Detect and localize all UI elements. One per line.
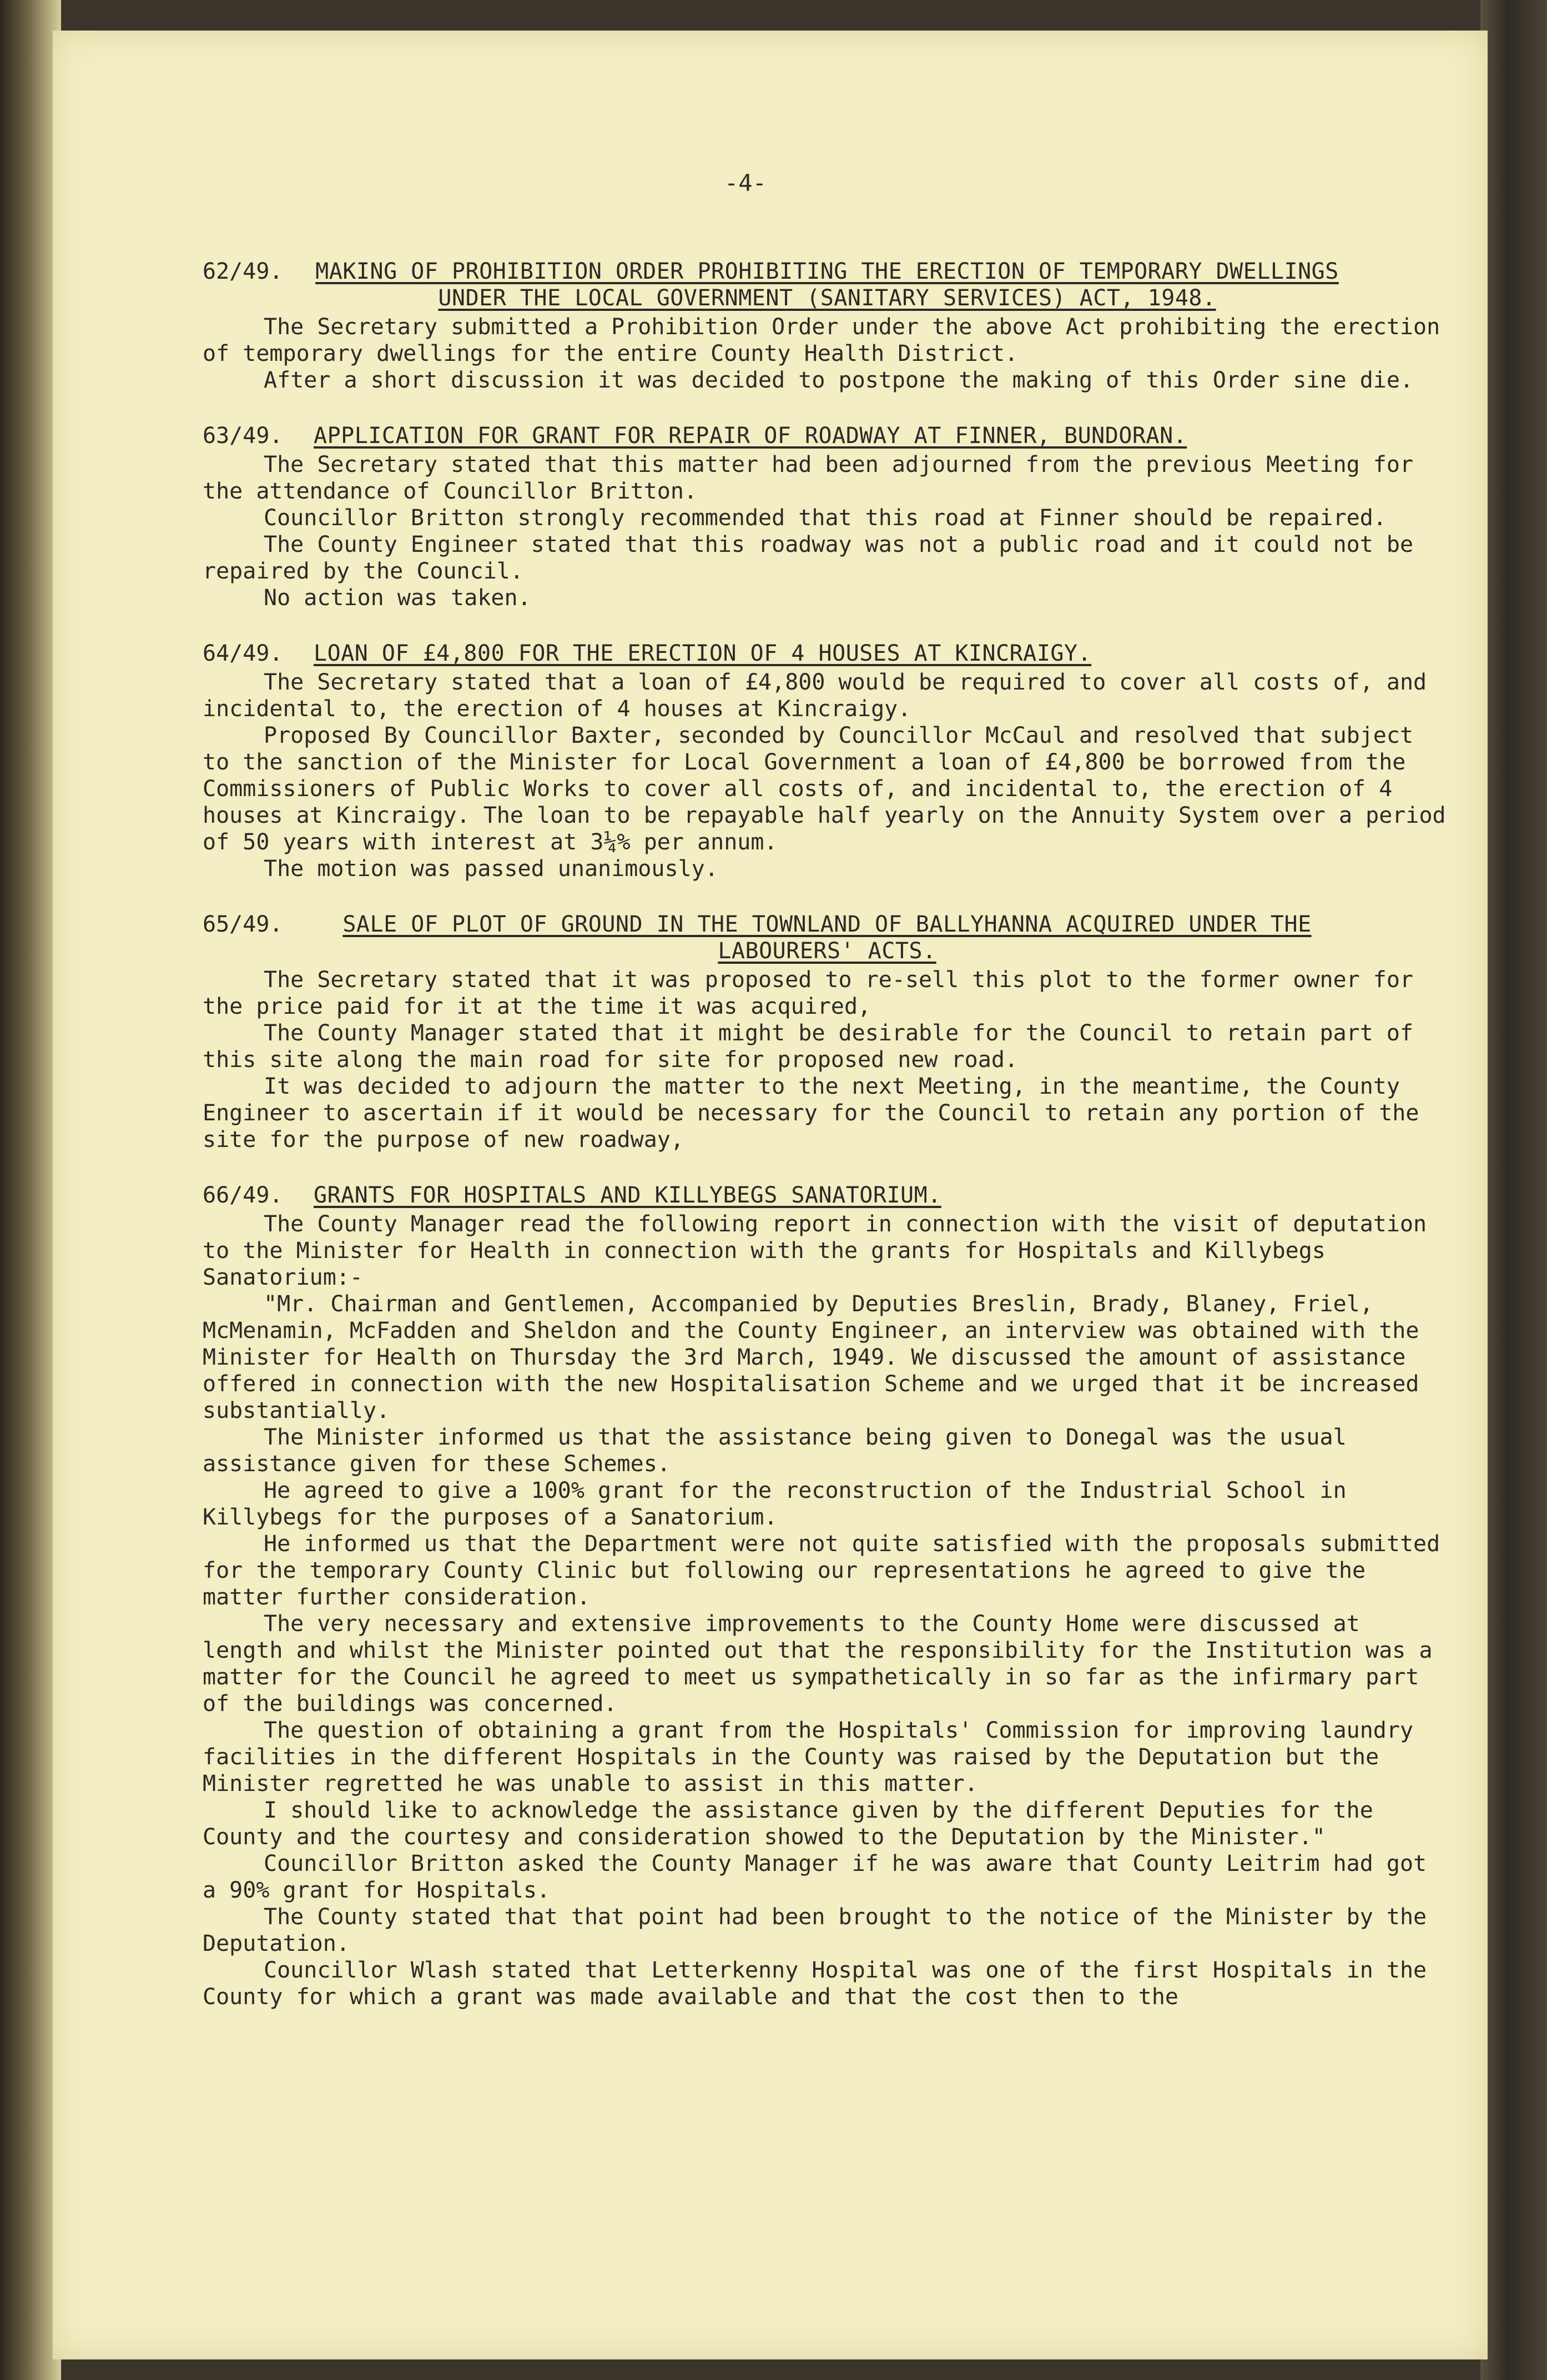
document-page: [53, 31, 1488, 2359]
paragraph: It was decided to adjourn the matter to the next Meeting, in the meantime, the County Engineer to ascertain if it would be necessary for the Council to retain any portion of the site for the purpose of new roadway,: [203, 1074, 1433, 1153]
minute-number: 62/49.: [203, 259, 283, 284]
paragraph: He informed us that the Department were not quite satisfied with the proposals submitted for the temporary County Clinic but following our representations he agreed to give the matter further consideration.: [203, 1531, 1454, 1610]
paragraph: The Secretary stated that a loan of £4,800 would be required to cover all costs of, and incidental to, the erection of 4 houses at Kincraigy.: [203, 670, 1440, 722]
paragraph: He agreed to give a 100% grant for the reconstruction of the Industrial School in Killybegs for the purposes of a Sanatorium.: [203, 1478, 1360, 1530]
minute-item-63: [203, 422, 1452, 611]
book-binding-edge: [1480, 0, 1547, 2380]
paragraph: The Secretary stated that this matter had been adjourned from the previous Meeting for the attendance of Councillor Britton.: [203, 452, 1427, 504]
minute-item-62: [203, 258, 1452, 394]
paragraph: Councillor Wlash stated that Letterkenny Hospital was one of the first Hospitals in the County for which a grant was made available and that the cost then to the: [203, 1958, 1440, 2010]
minute-title: APPLICATION FOR GRANT FOR REPAIR OF ROADWAY AT FINNER, BUNDORAN.: [314, 423, 1187, 449]
paragraph: The motion was passed unanimously.: [264, 856, 718, 882]
paragraph: "Mr. Chairman and Gentlemen, Accompanied by Deputies Breslin, Brady, Blaney, Friel, McMenamin, McFadden and Sheldon and the County Engineer, an interview was obtained with the Minister for Health on Thursday the 3rd March, 1949. We discussed the amount of assistance offered in connection with the new Hospitalisation Scheme and we urged that it be increased substantially.: [203, 1291, 1433, 1423]
paragraph: The very necessary and extensive improvements to the County Home were discussed at length and whilst the Minister pointed out that the responsibility for the Institution was a matter for the Council he agreed to meet us sympathetically in so far as the infirmary part of the buildings was concerned.: [203, 1611, 1446, 1717]
minute-heading: [203, 422, 1452, 449]
paragraph: Proposed By Councillor Baxter, seconded by Councillor McCaul and resolved that subject to the sanction of the Minister for Local Government a loan of £4,800 be borrowed from the Commissioners of Public Works to cover all costs of, and incidental to, the erection of 4 houses at Kincraigy. The loan to be repayable half yearly on the Annuity System over a period of 50 years with interest at 3¼% per annum.: [203, 723, 1459, 855]
minute-heading: [203, 258, 1452, 311]
minute-title: LOAN OF £4,800 FOR THE ERECTION OF 4 HOUSES AT KINCRAIGY.: [314, 641, 1092, 666]
minute-title: SALE OF PLOT OF GROUND IN THE TOWNLAND OF BALLYHANNA ACQUIRED UNDER THE LABOURERS' ACTS.: [342, 912, 1312, 964]
minute-item-64: [203, 640, 1459, 882]
minute-number: 65/49.: [203, 912, 283, 937]
paragraph: Councillor Britton asked the County Manager if he was aware that County Leitrim had got a 90% grant for Hospitals.: [203, 1851, 1440, 1903]
paragraph: The Secretary submitted a Prohibition Order under the above Act prohibiting the erection of temporary dwellings for the entire County Health District.: [203, 314, 1454, 366]
paragraph: The Secretary stated that it was proposed to re-sell this plot to the former owner for the price paid for it at the time it was acquired,: [203, 967, 1427, 1019]
minute-number: 66/49.: [203, 1183, 283, 1208]
paragraph: I should like to acknowledge the assistance given by the different Deputies for the County and the courtesy and consideration showed to the Deputation by the Minister.": [203, 1798, 1387, 1850]
minute-number: 63/49.: [203, 423, 283, 449]
paragraph: The County Manager stated that it might be desirable for the Council to retain part of this site along the main road for site for proposed new road.: [203, 1020, 1427, 1073]
minutes-body: [203, 258, 1459, 2039]
paragraph: The question of obtaining a grant from the Hospitals' Commission for improving laundry facilities in the different Hospitals in the County was raised by the Deputation but the Minister regretted he was unable to assist in this matter.: [203, 1718, 1427, 1797]
minute-heading: [203, 640, 1452, 667]
minute-heading: [203, 1182, 1452, 1209]
minute-item-65: [203, 911, 1452, 1153]
minute-heading: [203, 911, 1452, 964]
paragraph: The County stated that that point had been brought to the notice of the Minister by the Deputation.: [203, 1904, 1440, 1956]
minute-title: MAKING OF PROHIBITION ORDER PROHIBITING THE ERECTION OF TEMPORARY DWELLINGS UNDER THE LOCAL GOVERNMENT (SANITARY SERVICES) ACT, 1948.: [315, 259, 1339, 311]
minute-title: GRANTS FOR HOSPITALS AND KILLYBEGS SANATORIUM.: [314, 1183, 941, 1208]
paragraph: No action was taken.: [264, 585, 531, 611]
paragraph: The County Engineer stated that this roadway was not a public road and it could not be repaired by the Council.: [203, 532, 1427, 584]
paragraph: Councillor Britton strongly recommended that this road at Finner should be repaired.: [264, 505, 1387, 531]
minute-item-66: [203, 1182, 1452, 2010]
paragraph: After a short discussion it was decided to postpone the making of this Order sine die.: [264, 368, 1414, 393]
minute-number: 64/49.: [203, 641, 283, 666]
paragraph: The Minister informed us that the assistance being given to Donegal was the usual assistance given for these Schemes.: [203, 1425, 1360, 1477]
previous-page-edge: [0, 0, 61, 2380]
page-number: -4-: [724, 169, 767, 197]
paragraph: The County Manager read the following report in connection with the visit of deputation to the Minister for Health in connection with the grants for Hospitals and Killybegs Sanatorium:-: [203, 1211, 1440, 1290]
